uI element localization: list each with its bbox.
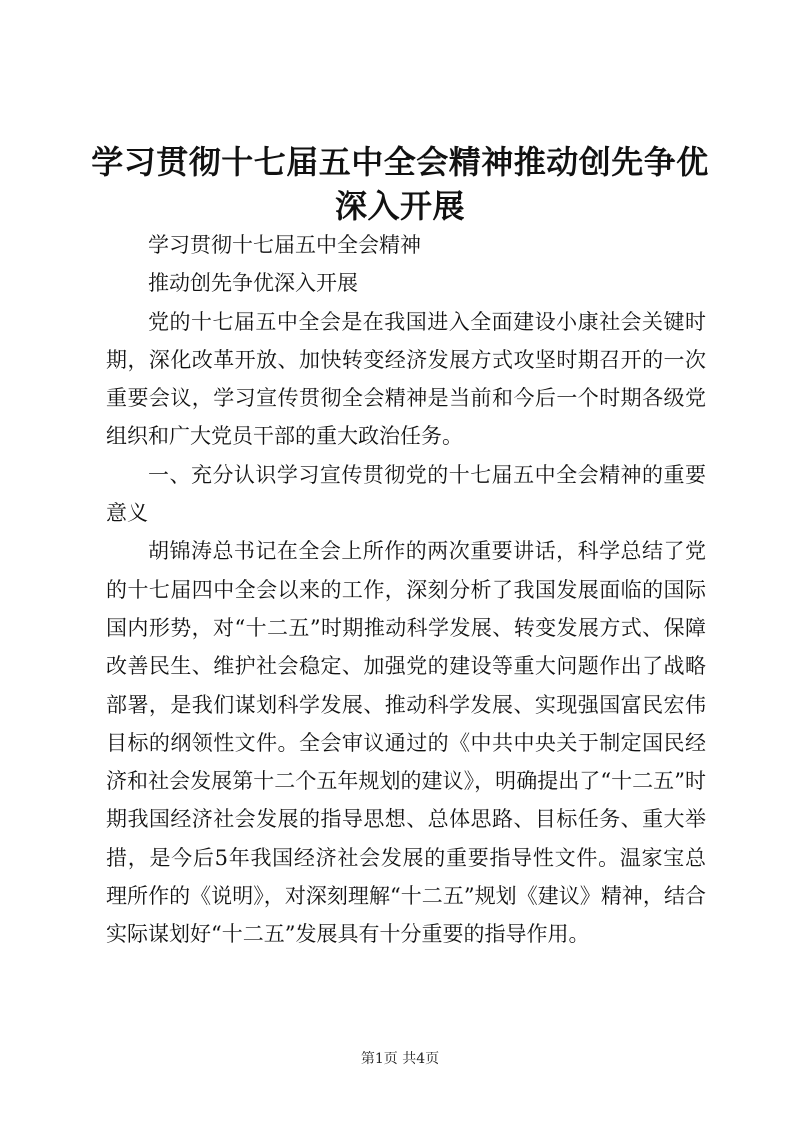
paragraph-subtitle-1: 学习贯彻十七届五中全会精神	[148, 233, 421, 257]
page-footer: 第1页 共4页	[360, 1051, 440, 1067]
section-heading: 一、充分认识学习宣传贯彻党的十七届五中全会精神的重要意义	[106, 462, 706, 526]
paragraph-subtitle-2: 推动创先争优深入开展	[148, 271, 358, 296]
document-body	[106, 226, 706, 954]
paragraph-main: 胡锦涛总书记在全会上所作的两次重要讲话，科学总结了党的十七届四中全会以来的工作，深刻分析了我国发展面临的国际国内形势，对“十二五”时期推动科学发展、转变发展方式、保障改善民生、维护社会稳定、加强党的建设等重大问题作出了战略部署，是我们谋划科学发展、推动科学发展、实现强国富民宏伟目标的纲领性文件。全会审议通过的《中共中央关于制定国民经济和社会发展第十二个五年规划的建议》，明确提出了“十二五”时期我国经济社会发展的指导思想、总体思路、目标任务、重大举措，是今后5年我国经济社会发展的重要指导性文件。温家宝总理所作的《说明》，对深刻理解“十二五”规划《建议》精神，结合实际谋划好“十二五”发展具有十分重要的指导作用。	[106, 539, 706, 947]
paragraph-intro: 党的十七届五中全会是在我国进入全面建设小康社会关键时期，深化改革开放、加快转变经济发展方式攻坚时期召开的一次重要会议，学习宣传贯彻全会精神是当前和今后一个时期各级党组织和广大党员干部的重大政治任务。	[106, 309, 706, 449]
page-title: 学习贯彻十七届五中全会精神推动创先争优深入开展	[91, 143, 709, 225]
